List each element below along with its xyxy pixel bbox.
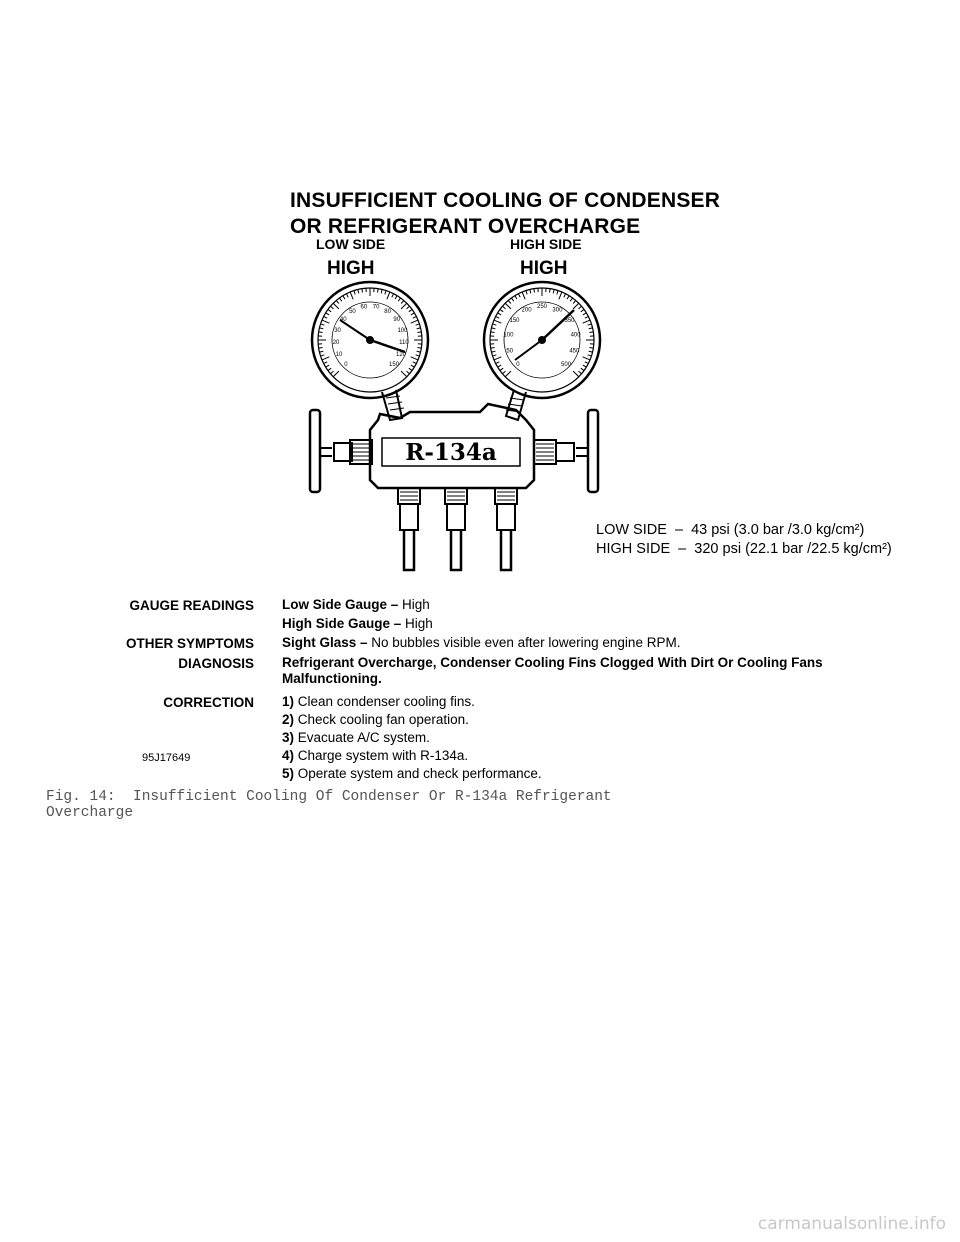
dial-tick xyxy=(573,303,579,309)
dial-tick xyxy=(326,313,329,315)
dial-tick xyxy=(411,313,414,315)
dial-tick xyxy=(385,291,386,295)
dial-tick xyxy=(589,348,593,349)
title-line-2: OR REFRIGERANT OVERCHARGE xyxy=(290,215,641,238)
dial-tick xyxy=(354,291,355,295)
dial-tick xyxy=(339,298,341,301)
dial-tick xyxy=(413,316,417,318)
dial-tick xyxy=(589,328,593,329)
dial-tick xyxy=(411,357,418,360)
dial-tick xyxy=(417,328,421,329)
site-watermark: carmanualsonline.info xyxy=(757,1214,946,1234)
dial-tick xyxy=(500,368,503,370)
figure-id: 95J17649 xyxy=(142,752,191,764)
correction-step: 3) Evacuate A/C system. xyxy=(282,730,430,745)
dial-tick xyxy=(343,296,345,299)
dial-number: 100 xyxy=(397,327,408,334)
low-side-reading: Low Side Gauge – High xyxy=(282,597,430,612)
dial-number: 150 xyxy=(509,318,520,325)
high-side-value: HIGH xyxy=(520,258,568,279)
high-side-reading: High Side Gauge – High xyxy=(282,616,433,631)
dial-number: 450 xyxy=(569,348,580,355)
dial-number: 40 xyxy=(339,317,347,324)
dial-tick xyxy=(398,298,400,301)
dial-tick xyxy=(496,316,500,318)
dial-tick xyxy=(326,365,329,367)
dial-number: 120 xyxy=(395,351,407,358)
dial-tick xyxy=(330,306,333,309)
dial-number: 90 xyxy=(393,317,401,324)
dial-tick xyxy=(498,365,501,367)
dial-tick xyxy=(530,289,531,293)
dial-number: 350 xyxy=(564,318,575,325)
dial-tick xyxy=(588,324,592,325)
dial-number: 110 xyxy=(399,340,409,347)
dial-tick xyxy=(413,362,417,364)
dial-tick xyxy=(494,320,501,323)
dial-tick xyxy=(578,306,581,309)
dial-tick xyxy=(322,320,329,323)
dial-tick xyxy=(573,300,576,303)
dial-number: 150 xyxy=(389,362,400,369)
dial-tick xyxy=(395,296,397,299)
correction-step: 5) Operate system and check performance. xyxy=(282,766,542,781)
manifold-gauge-diagram xyxy=(290,280,620,580)
dial-tick xyxy=(409,309,412,311)
figure-title xyxy=(290,188,720,240)
dial-tick xyxy=(559,292,562,299)
dial-tick xyxy=(583,320,590,323)
dial-tick xyxy=(409,368,412,370)
dial-tick xyxy=(496,362,500,364)
dial-tick xyxy=(328,368,331,370)
dial-number: 300 xyxy=(552,307,563,314)
gauge-readings-label: GAUGE READINGS xyxy=(129,598,254,613)
dial-tick xyxy=(502,371,505,374)
dial-tick xyxy=(515,296,517,299)
dial-tick xyxy=(581,309,584,311)
figure-caption: Fig. 14: Insufficient Cooling Of Condenser Or R-134a Refrigerant Overcharge xyxy=(46,789,612,821)
dial-tick xyxy=(518,294,520,298)
dial-tick xyxy=(589,332,593,333)
dial-tick xyxy=(583,313,586,315)
dial-tick xyxy=(328,309,331,311)
dial-tick xyxy=(508,300,511,303)
dial-tick xyxy=(534,289,535,293)
low-side-value: HIGH xyxy=(327,258,375,279)
dial-tick xyxy=(589,351,593,352)
dial-number: 30 xyxy=(334,327,341,334)
high-side-gauge xyxy=(484,282,600,398)
dial-tick xyxy=(564,294,566,298)
dial-tick xyxy=(578,371,581,374)
dial-tick xyxy=(411,320,418,323)
dial-tick xyxy=(491,351,495,352)
dial-number: 50 xyxy=(349,308,356,315)
other-symptoms-label: OTHER SYMPTOMS xyxy=(125,636,254,651)
dial-number: 50 xyxy=(506,348,514,355)
dial-number: 10 xyxy=(335,351,343,358)
dial-tick xyxy=(346,294,348,298)
dial-tick xyxy=(319,328,323,329)
title-line-1: INSUFFICIENT COOLING OF CONDENSER xyxy=(290,189,721,212)
dial-number: 400 xyxy=(570,332,581,339)
dial-tick xyxy=(358,289,359,293)
dial-tick xyxy=(330,371,333,374)
dial-tick xyxy=(583,357,590,360)
dial-tick xyxy=(557,291,558,295)
sight-glass-note: Sight Glass – No bubbles visible even after lowering engine RPM. xyxy=(282,635,681,650)
dial-tick xyxy=(553,289,554,293)
dial-tick xyxy=(570,298,572,301)
dial-tick xyxy=(322,357,329,360)
dial-tick xyxy=(502,306,505,309)
dial-tick xyxy=(494,357,501,360)
dial-tick xyxy=(491,332,495,333)
dial-tick xyxy=(573,371,579,377)
high-gauge-needle xyxy=(542,307,574,340)
low-side-gauge xyxy=(312,282,428,398)
dial-tick xyxy=(511,298,513,301)
dial-tick xyxy=(491,328,495,329)
dial-tick xyxy=(417,332,421,333)
dial-tick xyxy=(585,316,589,318)
dial-tick xyxy=(491,348,495,349)
dial-tick xyxy=(581,368,584,370)
correction-label: CORRECTION xyxy=(163,695,254,710)
dial-number: 60 xyxy=(360,304,368,311)
dial-tick xyxy=(417,348,421,349)
dial-tick xyxy=(319,348,323,349)
dial-tick xyxy=(588,355,592,356)
dial-number: 100 xyxy=(503,332,514,339)
dial-tick xyxy=(401,303,407,309)
high-side-label: HIGH SIDE xyxy=(510,236,582,252)
dial-tick xyxy=(585,362,589,364)
dial-tick xyxy=(350,292,353,299)
dial-tick xyxy=(381,289,382,293)
dial-tick xyxy=(392,294,394,298)
correction-step: 1) Clean condenser cooling fins. xyxy=(282,694,475,709)
dial-tick xyxy=(333,371,339,377)
dial-tick xyxy=(401,371,407,377)
dial-tick xyxy=(567,296,569,299)
dial-tick xyxy=(493,355,497,356)
low-side-label: LOW SIDE xyxy=(316,236,386,252)
dial-tick xyxy=(333,303,339,309)
dial-tick xyxy=(362,289,363,293)
dial-number: 200 xyxy=(521,307,532,314)
dial-tick xyxy=(583,365,586,367)
dial-tick xyxy=(500,309,503,311)
dial-tick xyxy=(406,306,409,309)
diagnosis-label: DIAGNOSIS xyxy=(178,656,254,671)
dial-tick xyxy=(321,324,325,325)
dial-tick xyxy=(498,313,501,315)
dial-tick xyxy=(505,303,511,309)
dial-tick xyxy=(324,316,328,318)
dial-tick xyxy=(505,371,511,377)
dial-tick xyxy=(406,371,409,374)
dial-tick xyxy=(417,351,421,352)
low-side-spec: LOW SIDE – 43 psi (3.0 bar /3.0 kg/cm²) xyxy=(596,522,865,538)
dial-number: 500 xyxy=(561,362,572,369)
dial-tick xyxy=(522,292,525,299)
dial-tick xyxy=(319,351,323,352)
dial-tick xyxy=(378,289,379,293)
dial-number: 70 xyxy=(372,304,380,311)
dial-tick xyxy=(493,324,497,325)
correction-step: 2) Check cooling fan operation. xyxy=(282,712,469,727)
dial-number: 0 xyxy=(344,362,348,369)
dial-tick xyxy=(401,300,404,303)
dial-tick xyxy=(416,355,420,356)
dial-tick xyxy=(526,291,527,295)
dial-tick xyxy=(319,332,323,333)
dial-number: 80 xyxy=(384,308,391,315)
high-side-spec: HIGH SIDE – 320 psi (22.1 bar /22.5 kg/cm²) xyxy=(596,541,892,557)
diagnosis-text: Refrigerant Overcharge, Condenser Cooling Fins Clogged With Dirt Or Cooling Fans Malfunctioning. xyxy=(282,655,823,686)
dial-tick xyxy=(324,362,328,364)
dial-tick xyxy=(411,365,414,367)
dial-number: 0 xyxy=(516,362,520,369)
dial-number: 250 xyxy=(536,304,548,310)
bottom-ports xyxy=(398,488,517,570)
dial-number: 20 xyxy=(332,340,340,347)
dial-tick xyxy=(550,289,551,293)
dial-tick xyxy=(321,355,325,356)
dial-tick xyxy=(416,324,420,325)
dial-tick xyxy=(336,300,339,303)
correction-step: 4) Charge system with R-134a. xyxy=(282,748,469,763)
dial-tick xyxy=(387,292,390,299)
manifold-refrigerant-label: R-134a xyxy=(405,439,497,466)
